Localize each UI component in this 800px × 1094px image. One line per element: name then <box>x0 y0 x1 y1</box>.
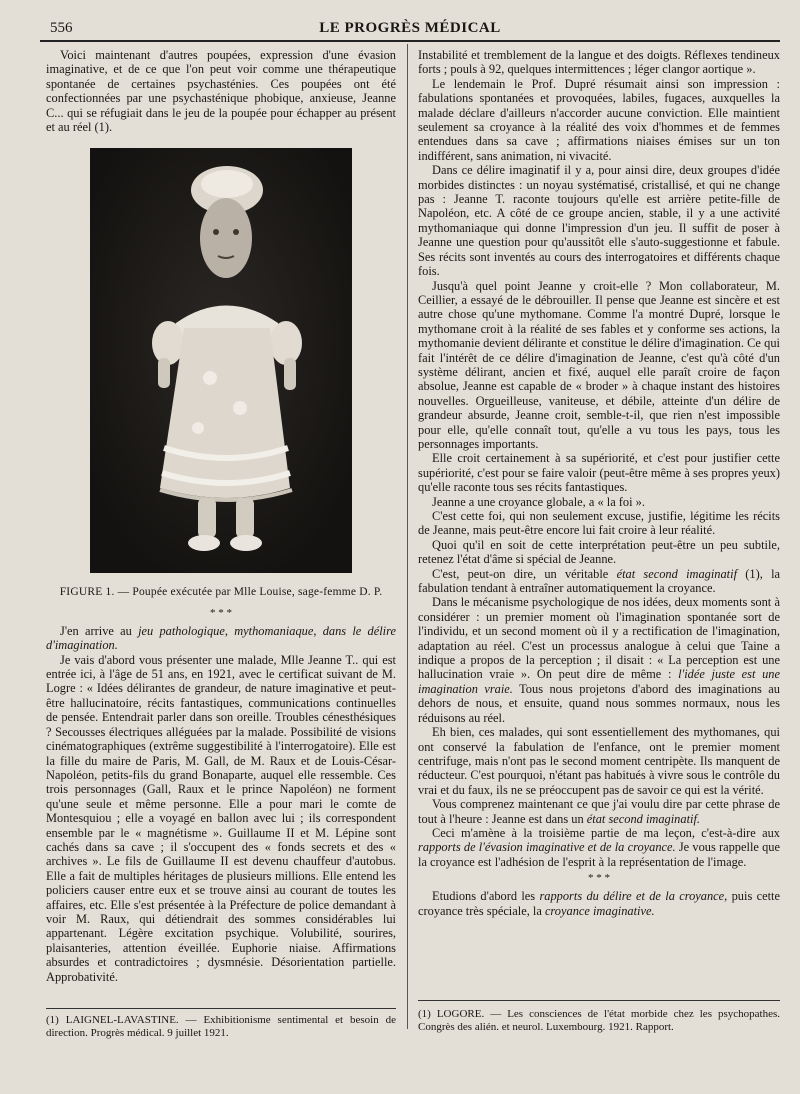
right-column <box>418 48 780 918</box>
italic-text: l'idée juste est une imagination vraie. <box>418 667 780 696</box>
paragraph: Jusqu'à quel point Jeanne y croit-elle ? Mon collaborateur, M. Ceillier, a essayé de le débrouiller. Il pense que Jeanne est sincère et est autre chose qu'une mythomane. Comme l'a montré Dupré, lorsque le mythomane croit à la réalité de ses fables et y conforme ses actions, la mythomanie devient délirante et constitue le délire d'imagination. Ce qui fait l'intérêt de ce délire d'imagination de Jeanne, c'est qu'à côté d'un système délirant, ancien et fixé, auquel elle paraît croire de façon absolue, Jeanne est capable de « broder » à chaque instant des histoires nouvelles. Orgueilleuse, vaniteuse, et débile, atteinte d'un délire de grandeur absurde, Jeanne croit, semble-t-il, que rien n'est impossible pour elle, qu'elle connaît tout, qu'elle a vu tous les pays, tous les personnages importants. <box>418 278 780 451</box>
doll-photograph <box>90 148 352 573</box>
asterism: * * * <box>588 872 610 885</box>
italic-text: état second imaginatif. <box>586 811 701 826</box>
paragraph <box>418 826 780 869</box>
paragraph: Instabilité et tremblement de la langue et des doigts. Réflexes tendineux forts ; pouls à 92, quelques intermittences ; léger clangor aortique ». <box>418 48 780 77</box>
paragraph: Dans ce délire imaginatif il y a, pour ainsi dire, deux groupes d'idée morbides distinctes : un noyau systématisé, cristallisé, et qui ne change pas : Jeanne T. raconte toujours qu'elle est arrière petite-fille de Napoléon, etc. A côté de ce groupe ancien, stable, il y a une activité mythomaniaque qui donne l'impression d'un jeu. Il suffit de poser à Jeanne une question pour qu'aussitôt elle s'auto-suggestionne et fabule. Ses récits sont inventés au cours des interrogatoires et différents chaque fois. <box>418 163 780 279</box>
text-run: J'en arrive au <box>60 623 139 638</box>
text-run: Etudions d'abord les <box>432 889 540 904</box>
paragraph: Le lendemain le Prof. Dupré résumait ainsi son impression : fabulations spontanées et provoquées, labiles, fugaces, auxquelles la malade déclare d'ailleurs n'accorder aucune conviction. Elle maintient seulement sa croyance à la réalité des voix d'hommes et de femmes entendues dans sa cave ; affirmations niaises émises sur un ton indifférent, sans animation, ni vivacité. <box>418 76 780 163</box>
paragraph <box>418 797 780 826</box>
text-run: Vous comprenez maintenant ce que j'ai voulu dire par cette phrase de tout à l'heure : Jeanne est dans un <box>418 797 780 826</box>
column-divider <box>407 44 408 1029</box>
journal-title: LE PROGRÈS MÉDICAL <box>319 20 501 36</box>
text-run: Je vous rappelle que la croyance est l'adhésion de l'esprit à la représentation de l'image. <box>418 840 780 869</box>
text-run: Dans le mécanisme psychologique de nos idées, deux moments sont à considérer : un premier moment où l'imagination spontanée sort de l'individu, et un second moment où il y a rectification de l'imagination, adaptation au réel. C'est un processus analogue à celui que Taine a indique a propos de la perception ; il disait : « La perception est une hallucination vraie ». On peut dire de même : <box>418 595 780 682</box>
paragraph <box>418 567 780 596</box>
italic-text: rapports du délire et de la croyance, <box>539 889 728 904</box>
paragraph: Eh bien, ces malades, qui sont essentiellement des mythomanes, qui ont conservé la fabulation de l'enfance, ont le premier moment centrifuge, mais n'ont pas le second moment centripète. Ils manquent de réducteur. C'est pourquoi, n'étant pas habitués à vivre sous le contrôle du vrai et du faux, ils ne se préoccupent pas de savoir ce qui est la vérité. <box>418 725 780 797</box>
left-column <box>46 48 396 984</box>
italic-text: jeu pathologique, mythomaniaque, dans le délire d'imagination. <box>46 623 396 653</box>
paragraph: Voici maintenant d'autres poupées, expression d'une évasion imaginative, et de ce que l'on peut voir comme une thérapeutique spontanée de certaines psychasténies. Ces poupées ont été confectionnées par une psychasténique phobique, anxieuse, Jeanne C... qui se réfugiait dans le jeu de la poupée pour échapper au présent et au réel (1). <box>46 48 396 135</box>
text-run: puis cette croyance très spéciale, la <box>418 889 780 918</box>
paragraph: Je vais d'abord vous présenter une malade, Mlle Jeanne T.. qui est entrée ici, à l'âge de 51 ans, en 1921, avec le certificat suivant de M. Logre : « Idées délirantes de grandeur, de nature imaginative et peut-être hallucinatoire, récits fantastiques, communications continuelles de pensée. Entendrait parler dans son oreille. Troubles cénesthésiques ? Secousses électriques alléguées par la malade. Possibilité de visions cinématographiques (extrême suggestibilité à l'interrogatoire). Elle est la fille du maire de Paris, M. Gall, de M. Raux et de Louis-César-Napoléon, petits-fils du grand Bonaparte, auquel elle ressemble. Ces trois personnages (Gall, Raux et le prince Napoléon) ne forment qu'une seule et même personne. Elle a pour mari le comte de Montesquiou ; elle a voyagé en ballon avec lui ; ils correspondent ensemble par le « magnétisme ». Guillaume II et M. Lépine sont cachés dans sa cave ; il s'occupent des « fonds secrets et des « archives ». Le fils de Guillaume II est devenu chauffeur d'autobus. Elle a fait de multiples héritages de plusieurs millions. Elle entend les policiers causer entre eux et se trouve ainsi au courant de toutes les affaires, etc. Elle s'est présentée à la Préfecture de police demandant à voir M. Raux, qui détiendrait des sommes considérables lui appartenant. Légère excitation psychique. Volubilité, sourires, plaisanteries, attention éveillée. Euphorie niaise. Affirmations absurdes et contradictoires ; dysmnésie. Désorientation partielle. Approbativité. <box>46 652 396 984</box>
paragraph <box>418 595 780 725</box>
paragraph <box>418 889 780 918</box>
paragraph: Quoi qu'il en soit de cette interprétation peut-être un peu subtile, retenez l'état d'âme si spécial de Jeanne. <box>418 537 780 567</box>
figure-caption: FIGURE 1. — Poupée exécutée par Mlle Louise, sage-femme D. P. <box>59 586 383 599</box>
italic-text: rapports de l'évasion imaginative et de la croyance. <box>418 840 676 855</box>
text-run: Tous nous projetons d'abord des imaginations au dehors de nous, et ensuite, quand nous sommes normaux, nous les réduisons au réel. <box>418 681 781 725</box>
paragraph <box>46 624 396 653</box>
footnote-right: (1) LOGORE. — Les consciences de l'état morbide chez les psychopathes. Congrès des alién. et neurol. Luxembourg. 1921. Rapport. <box>418 1008 780 1033</box>
page-header <box>40 20 780 42</box>
italic-text: croyance imaginative. <box>544 903 655 918</box>
asterism: * * * <box>210 606 232 619</box>
footnote-rule <box>46 1008 396 1009</box>
footnote-rule <box>418 1000 780 1001</box>
paragraph: Elle croit certainement à sa supériorité, et c'est pour justifier cette supériorité, c'est pour se faire valoir (peut-être même à ses propres yeux) qu'elle raconte tous ses récits fantastiques. <box>418 451 780 495</box>
paragraph: Jeanne a une croyance globale, a « la foi ». <box>432 494 645 509</box>
text-run: (1), la fabulation tendant à entraîner automatiquement la croyance. <box>418 566 781 596</box>
doll-image <box>90 148 352 573</box>
footnote-left: (1) LAIGNEL-LAVASTINE. — Exhibitionisme sentimental et besoin de direction. Progrès médical. 9 juillet 1921. <box>46 1014 396 1039</box>
text-run: C'est, peut-on dire, un véritable <box>432 566 617 581</box>
paragraph: C'est cette foi, qui non seulement excuse, justifie, légitime les récits de Jeanne, mais peut-être encore lui fait croire à leur réalité. <box>418 509 780 538</box>
text-run: Ceci m'amène à la troisième partie de ma leçon, c'est-à-dire aux <box>432 825 780 840</box>
page-number: 556 <box>50 20 73 36</box>
italic-text: état second imaginatif <box>616 566 738 581</box>
